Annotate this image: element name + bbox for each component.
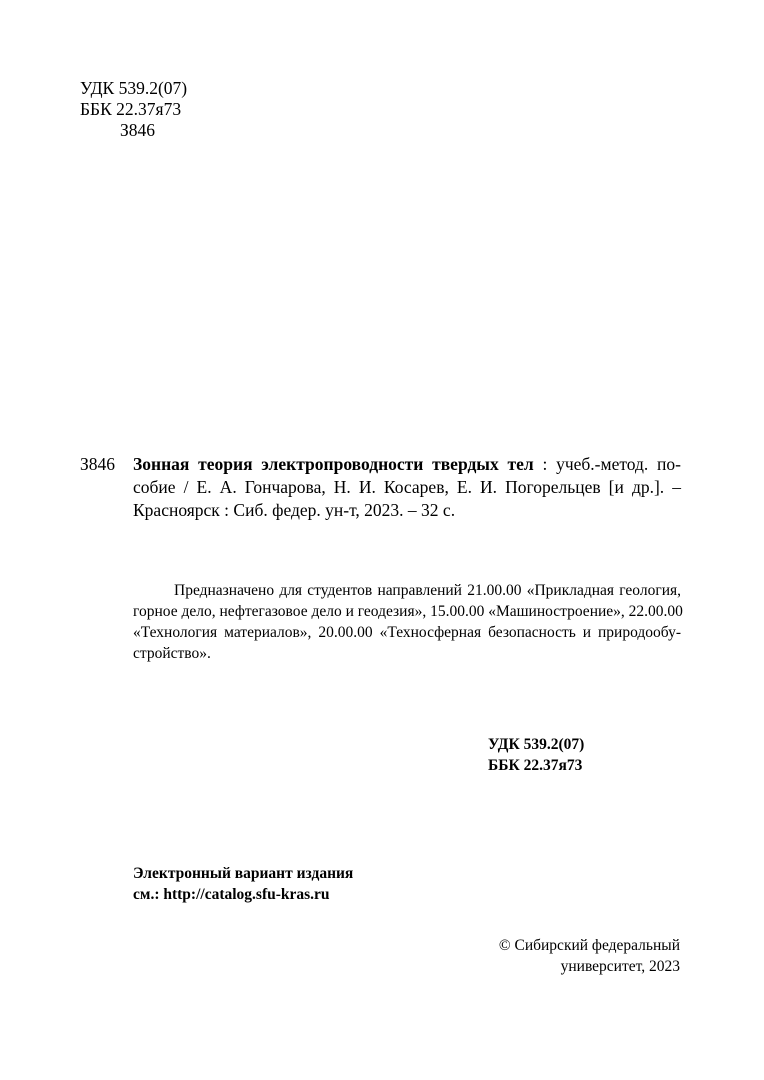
- bbk-code: ББК 22.37я73: [488, 757, 583, 774]
- bottom-classification-codes: [488, 734, 584, 776]
- annotation-line: «Технология материалов», 20.00.00 «Техносферная безопасность и природообу-: [133, 624, 681, 641]
- author-sign: З846: [120, 120, 156, 140]
- annotation-line: стройство».: [133, 645, 211, 662]
- bibliographic-line-2: собие / Е. А. Гончарова, Н. И. Косарев, Е. И. Погорельцев [и др.]. –: [133, 477, 681, 497]
- electronic-edition-link: см.: http://catalog.sfu-kras.ru: [133, 886, 330, 903]
- copyright-line-2: университет, 2023: [560, 958, 680, 975]
- annotation-line: горное дело, нефтегазовое дело и геодезия», 15.00.00 «Машиностроение», 22.00.00: [133, 603, 683, 620]
- bibliographic-record: [133, 453, 681, 522]
- bibliographic-line-1: [133, 453, 681, 476]
- bibliographic-line-3: Красноярск : Сиб. федер. ун-т, 2023. – 32 с.: [133, 500, 456, 520]
- electronic-edition-label: Электронный вариант издания: [133, 865, 354, 882]
- electronic-edition-note: [133, 863, 353, 905]
- annotation: [133, 580, 681, 664]
- book-title: Зонная теория электропроводности твердых тел: [133, 454, 534, 474]
- udk-code: УДК 539.2(07): [80, 78, 188, 98]
- top-classification-codes: [80, 78, 187, 141]
- bbk-code: ББК 22.37я73: [80, 99, 182, 119]
- bibliographic-line-1-rest: : учеб.-метод. по-: [533, 454, 682, 474]
- bibliographic-author-sign: З846: [80, 454, 116, 474]
- copyright-line-1: © Сибирский федеральный: [498, 937, 680, 954]
- udk-code: УДК 539.2(07): [488, 736, 585, 753]
- copyright-notice: [499, 935, 680, 977]
- annotation-line: Предназначено для студентов направлений 21.00.00 «Прикладная геология,: [174, 582, 681, 599]
